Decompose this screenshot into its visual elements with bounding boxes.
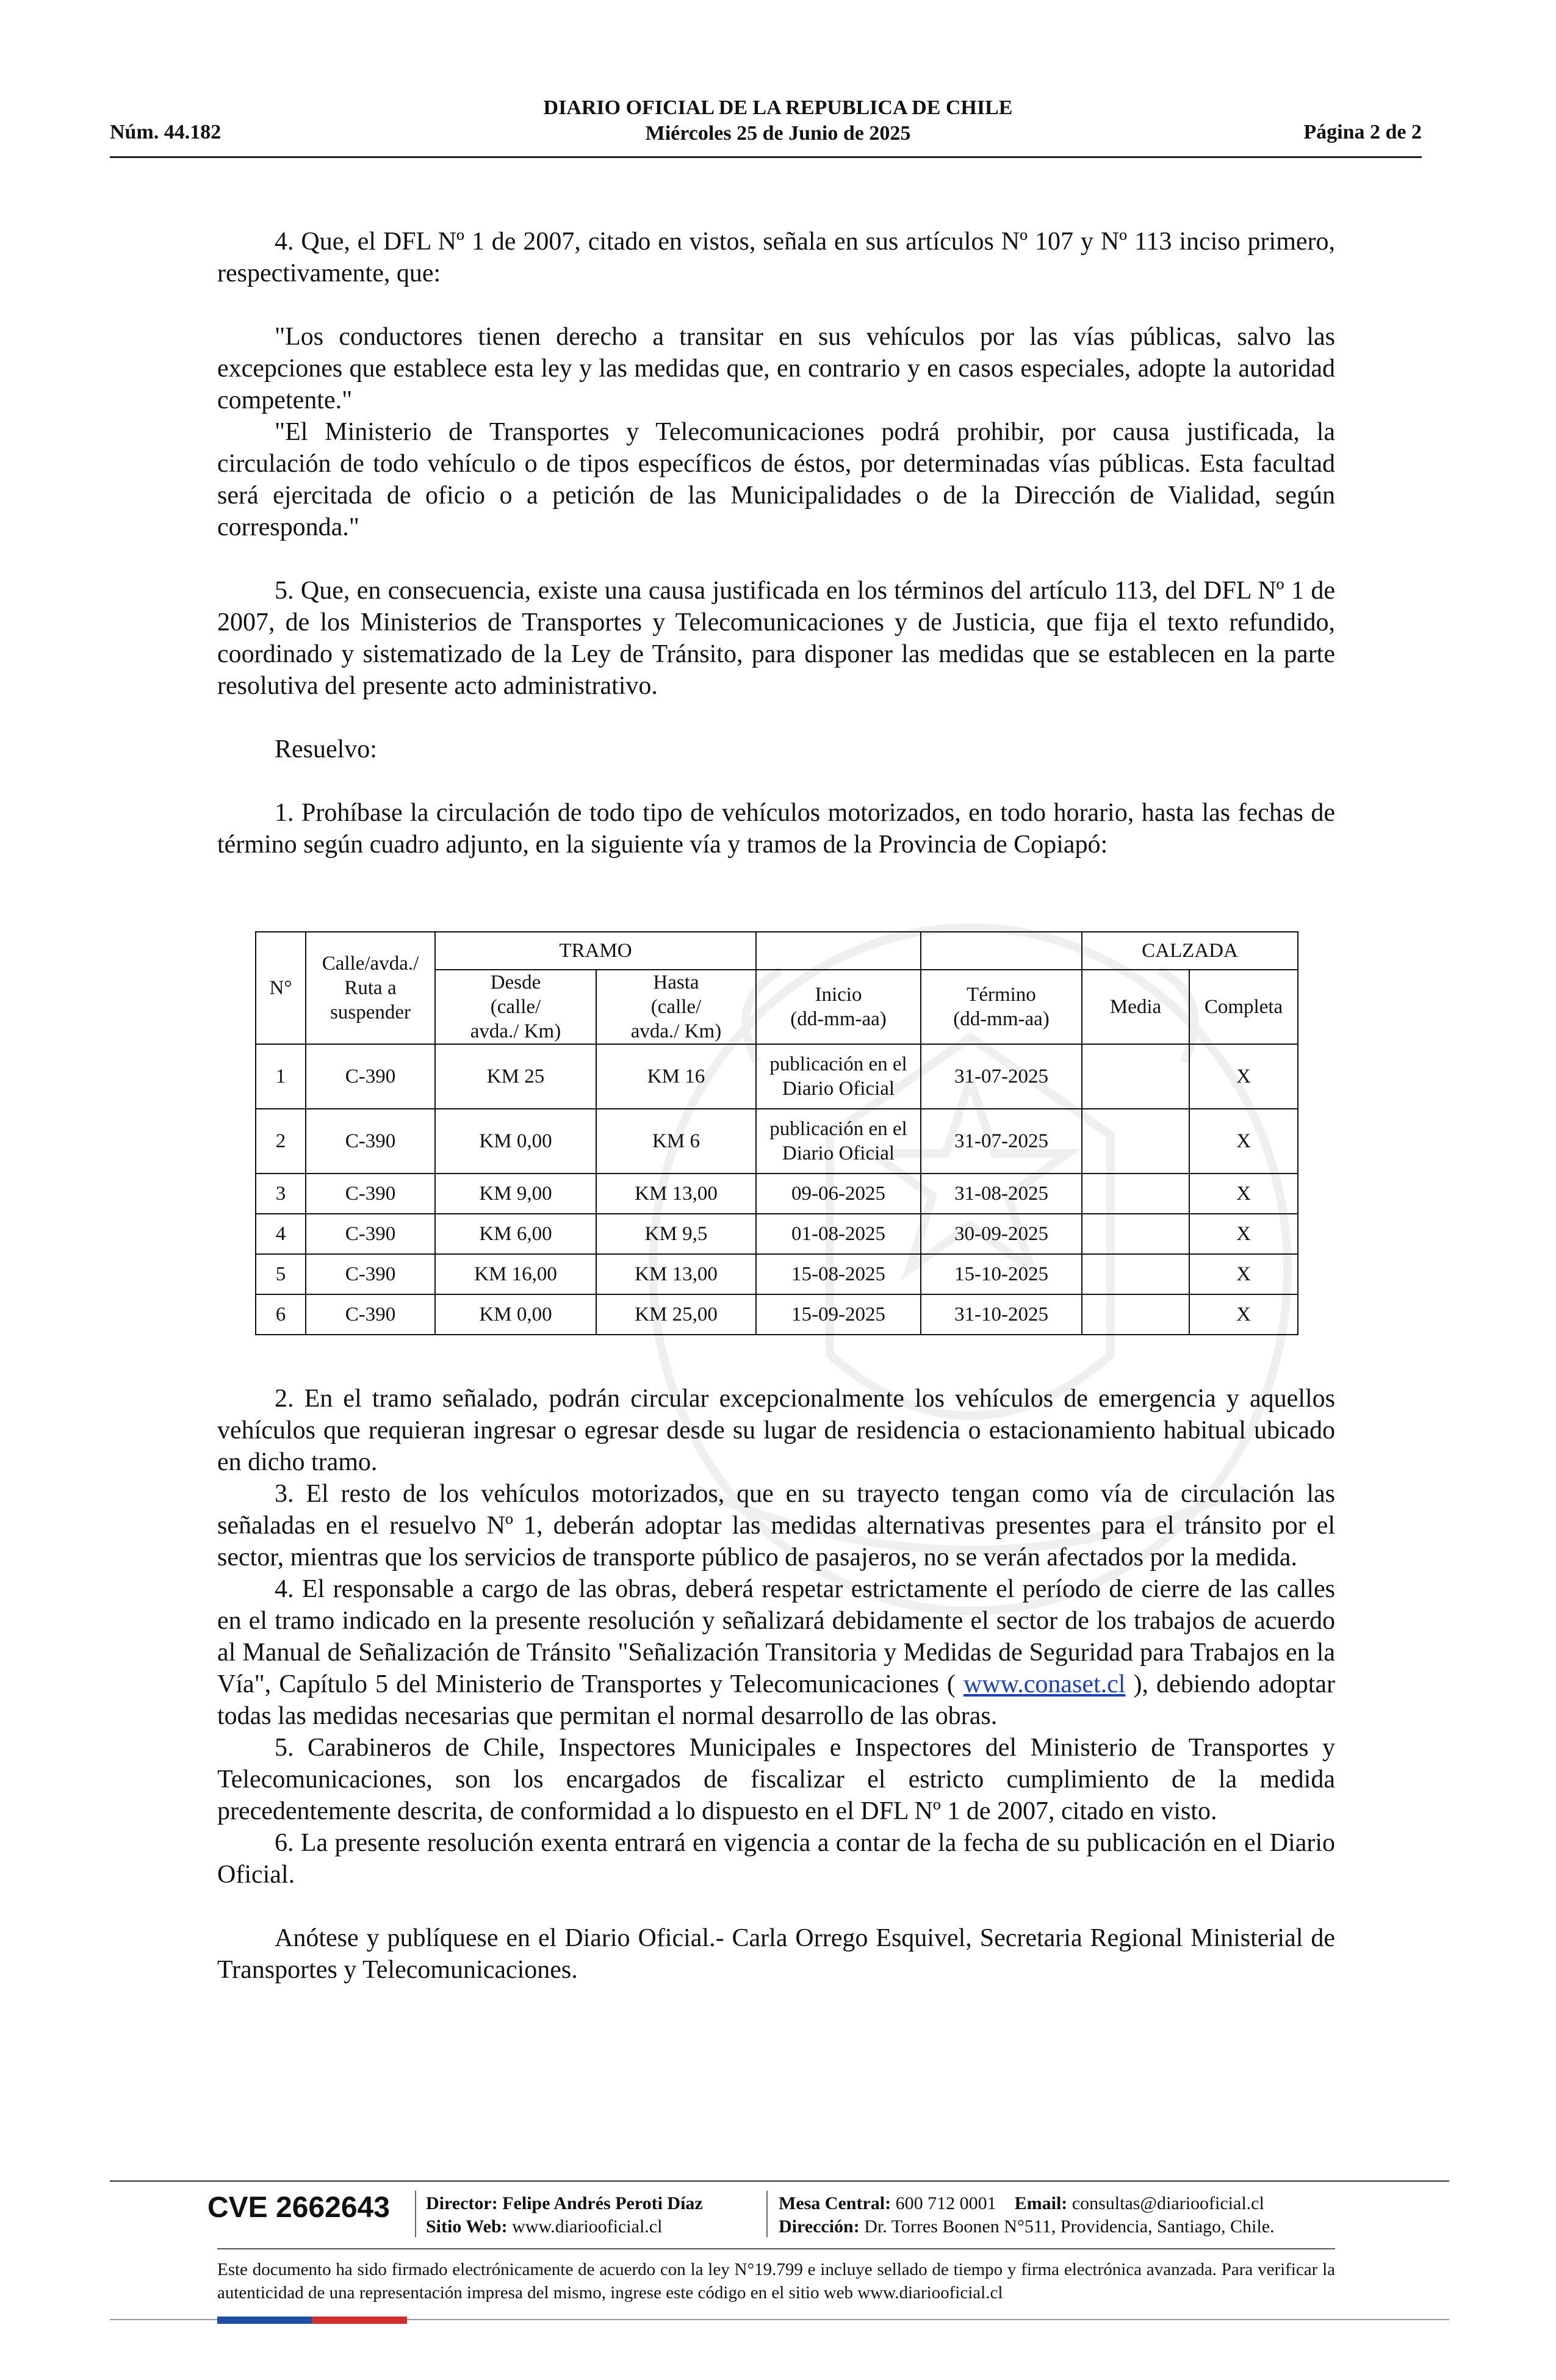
signature-notice: Este documento ha sido firmado electrónicamente de acuerdo con la ley N°19.799 e incluye sellado de tiempo y firma electrónica avanzada. Para verificar la autenticidad de una representación impresa del mismo, ingrese este código en el sitio web www.diariooficial.cl bbox=[217, 2260, 1335, 2302]
header-inicio-line1: Inicio bbox=[815, 984, 862, 1006]
cell-inicio bbox=[756, 1044, 921, 1109]
cell-media bbox=[1082, 1044, 1189, 1109]
cell-media bbox=[1082, 1214, 1189, 1254]
header-completa: Completa bbox=[1189, 970, 1298, 1044]
resuelvo-heading: Resuelvo: bbox=[275, 735, 377, 763]
paragraph-quote-107: "Los conductores tienen derecho a transitar en sus vehículos por las vías públicas, salvo las excepciones que establece esta ley y las medidas que, en contrario y en casos especiales, adopte la autoridad competente." bbox=[217, 323, 1335, 414]
paragraph-resuelvo-5: 5. Carabineros de Chile, Inspectores Municipales e Inspectores del Ministerio de Transportes y Telecomunicaciones, son los encargados de fiscalizar el estricto cumplimiento de la medida precedentemente descrita, de conformidad a lo dispuesto en el DFL Nº 1 de 2007, citado en visto. bbox=[217, 1734, 1335, 1825]
paragraph-resuelvo-2: 2. En el tramo señalado, podrán circular excepcionalmente los vehículos de emergencia y aquellos vehículos que requieran ingresar o egresar desde su lugar de residencia o estacionamiento habitual ubicado en dicho tramo. bbox=[217, 1385, 1335, 1476]
header-inicio bbox=[756, 970, 921, 1044]
cell-completa: X bbox=[1189, 1109, 1298, 1174]
header-inicio-line2: (dd-mm-aa) bbox=[790, 1008, 887, 1030]
header-tramo: TRAMO bbox=[435, 932, 756, 970]
header-calle-line2: Ruta a bbox=[344, 977, 397, 999]
cell-desde: KM 0,00 bbox=[435, 1294, 596, 1335]
footer-contact-block bbox=[779, 2192, 1275, 2238]
cell-desde: KM 16,00 bbox=[435, 1254, 596, 1294]
cell-media bbox=[1082, 1294, 1189, 1335]
cell-calle: C-390 bbox=[306, 1294, 435, 1335]
sitio-value[interactable]: www.diariooficial.cl bbox=[512, 2216, 663, 2237]
header-divider bbox=[110, 156, 1422, 158]
cell-termino: 31-07-2025 bbox=[921, 1109, 1082, 1174]
cell-termino: 30-09-2025 bbox=[921, 1214, 1082, 1254]
email-value[interactable]: consultas@diariooficial.cl bbox=[1072, 2193, 1264, 2213]
paragraph-signature: Anótese y publíquese en el Diario Oficial.- Carla Orrego Esquivel, Secretaria Regional Ministerial de Transportes y Telecomunicaciones. bbox=[217, 1924, 1335, 1984]
header-termino-line2: (dd-mm-aa) bbox=[953, 1008, 1050, 1030]
cell-desde: KM 6,00 bbox=[435, 1214, 596, 1254]
cell-calle: C-390 bbox=[306, 1174, 435, 1214]
cell-inicio-line2: Diario Oficial bbox=[782, 1142, 895, 1164]
body-section-2 bbox=[217, 1383, 1335, 1986]
cell-inicio-line2: Diario Oficial bbox=[782, 1078, 895, 1100]
cell-calle: C-390 bbox=[306, 1254, 435, 1294]
cell-completa: X bbox=[1189, 1214, 1298, 1254]
paragraph-resuelvo-4-text-a: 4. El responsable a cargo de las obras, deberá respetar estrictamente el período de cierre de las calles en el tramo indicado en la presente resolución y señalizará debidamente el sector de los trabajos de acuerdo al Manual de Señalización de Tránsito "Señalización Transitoria y Medidas de Seguridad para Trabajos en la Vía", Capítulo 5 del Ministerio de Transportes y Telecomunicaciones ( bbox=[217, 1575, 1335, 1698]
issue-date: Miércoles 25 de Junio de 2025 bbox=[645, 122, 911, 145]
header-calle bbox=[306, 932, 435, 1044]
header-hasta-line1: Hasta bbox=[653, 972, 699, 993]
cell-calle: C-390 bbox=[306, 1109, 435, 1174]
header-desde bbox=[435, 970, 596, 1044]
cell-inicio bbox=[756, 1109, 921, 1174]
cell-termino: 31-10-2025 bbox=[921, 1294, 1082, 1335]
conaset-link[interactable]: www.conaset.cl bbox=[963, 1670, 1126, 1698]
cell-media bbox=[1082, 1174, 1189, 1214]
header-hasta bbox=[596, 970, 756, 1044]
header-desde-line2: (calle/ bbox=[490, 996, 541, 1018]
header-termino bbox=[921, 970, 1082, 1044]
cell-hasta: KM 25,00 bbox=[596, 1294, 756, 1335]
mesa-label: Mesa Central: bbox=[779, 2193, 891, 2213]
paragraph-resuelvo-4-text-b: ), debiendo adoptar todas las medidas necesarias que permitan el normal desarrollo de las obras. bbox=[217, 1670, 1335, 1730]
cell-termino: 31-08-2025 bbox=[921, 1174, 1082, 1214]
cell-hasta: KM 6 bbox=[596, 1109, 756, 1174]
footer-divider-top bbox=[110, 2180, 1449, 2182]
cell-termino: 31-07-2025 bbox=[921, 1044, 1082, 1109]
cell-inicio-line1: publicación en el bbox=[769, 1118, 907, 1140]
paragraph-quote-113: "El Ministerio de Transportes y Telecomunicaciones podrá prohibir, por causa justificada, la circulación de todo vehículo o de tipos específicos de éstos, por determinadas vías públicas. Esta facultad será ejercitada de oficio o a petición de las Municipalidades o de la Dirección de Vialidad, según corresponda." bbox=[217, 418, 1335, 541]
email-label: Email: bbox=[1014, 2193, 1068, 2213]
page-indicator: Página 2 de 2 bbox=[1303, 121, 1422, 143]
cell-num: 5 bbox=[256, 1254, 306, 1294]
direccion-value: Dr. Torres Boonen N°511, Providencia, Santiago, Chile. bbox=[864, 2216, 1275, 2237]
footer-divider-mid bbox=[217, 2248, 1335, 2249]
director-label: Director: Felipe Andrés Peroti Díaz bbox=[426, 2193, 703, 2213]
cell-inicio: 09-06-2025 bbox=[756, 1174, 921, 1214]
paragraph-resuelvo-4 bbox=[217, 1573, 1335, 1732]
cell-calle: C-390 bbox=[306, 1214, 435, 1254]
mesa-value: 600 712 0001 bbox=[895, 2193, 996, 2213]
header-media: Media bbox=[1082, 970, 1189, 1044]
cell-desde: KM 25 bbox=[435, 1044, 596, 1109]
header-calle-line1: Calle/avda./ bbox=[322, 953, 419, 975]
header-termino-line1: Término bbox=[967, 984, 1036, 1006]
cell-num: 6 bbox=[256, 1294, 306, 1335]
table-row bbox=[256, 1174, 1298, 1214]
footer-separator bbox=[415, 2191, 416, 2237]
sitio-label: Sitio Web: bbox=[426, 2216, 508, 2237]
cell-media bbox=[1082, 1254, 1189, 1294]
cell-hasta: KM 9,5 bbox=[596, 1214, 756, 1254]
header-blank-inicio bbox=[756, 932, 921, 970]
paragraph-considerando-4: 4. Que, el DFL Nº 1 de 2007, citado en vistos, señala en sus artículos Nº 107 y Nº 113 inciso primero, respectivamente, que: bbox=[217, 228, 1335, 287]
table-row bbox=[256, 1294, 1298, 1335]
cell-num: 1 bbox=[256, 1044, 306, 1109]
road-closure-table bbox=[255, 931, 1298, 1335]
header-num: N° bbox=[256, 932, 306, 1044]
flag-stripe-red bbox=[312, 2317, 407, 2324]
cell-num: 2 bbox=[256, 1109, 306, 1174]
cell-hasta: KM 13,00 bbox=[596, 1254, 756, 1294]
paragraph-resuelvo-6: 6. La presente resolución exenta entrará en vigencia a contar de la fecha de su publicación en el Diario Oficial. bbox=[217, 1829, 1335, 1889]
cell-completa: X bbox=[1189, 1174, 1298, 1214]
table-row bbox=[256, 1109, 1298, 1174]
cve-code: CVE 2662643 bbox=[207, 2191, 390, 2224]
paragraph-considerando-5: 5. Que, en consecuencia, existe una causa justificada en los términos del artículo 113, del DFL Nº 1 de 2007, de los Ministerios de Transportes y Telecomunicaciones y de Justicia, que fija el texto refundido, coordinado y sistematizado de la Ley de Tránsito, para disponer las medidas que se establecen en la parte resolutiva del presente acto administrativo. bbox=[217, 577, 1335, 700]
table-row bbox=[256, 1254, 1298, 1294]
header-calle-line3: suspender bbox=[330, 1001, 411, 1023]
footer-separator bbox=[766, 2191, 768, 2237]
cell-desde: KM 0,00 bbox=[435, 1109, 596, 1174]
cell-inicio-line1: publicación en el bbox=[769, 1053, 907, 1075]
header-hasta-line2: (calle/ bbox=[650, 996, 702, 1018]
cell-completa: X bbox=[1189, 1294, 1298, 1335]
cell-hasta: KM 16 bbox=[596, 1044, 756, 1109]
cell-inicio: 15-08-2025 bbox=[756, 1254, 921, 1294]
body-section-1 bbox=[217, 226, 1335, 860]
cell-hasta: KM 13,00 bbox=[596, 1174, 756, 1214]
cell-inicio: 01-08-2025 bbox=[756, 1214, 921, 1254]
header-desde-line3: avda./ Km) bbox=[470, 1020, 561, 1042]
cell-termino: 15-10-2025 bbox=[921, 1254, 1082, 1294]
header-hasta-line3: avda./ Km) bbox=[630, 1020, 722, 1042]
cell-num: 3 bbox=[256, 1174, 306, 1214]
paragraph-resuelvo-1: 1. Prohíbase la circulación de todo tipo de vehículos motorizados, en todo horario, hasta las fechas de término según cuadro adjunto, en la siguiente vía y tramos de la Provincia de Copiapó: bbox=[217, 799, 1335, 859]
header-desde-line1: Desde bbox=[490, 972, 541, 993]
paragraph-resuelvo-3: 3. El resto de los vehículos motorizados, que en su trayecto tengan como vía de circulación las señaladas en el resuelvo Nº 1, deberán adoptar las medidas alternativas presentes para el tránsito por el sector, mientras que los servicios de transporte público de pasajeros, no se verán afectados por la medida. bbox=[217, 1480, 1335, 1571]
issue-number: Núm. 44.182 bbox=[110, 121, 222, 143]
header-calzada: CALZADA bbox=[1082, 932, 1298, 970]
cell-calle: C-390 bbox=[306, 1044, 435, 1109]
cell-media bbox=[1082, 1109, 1189, 1174]
cell-num: 4 bbox=[256, 1214, 306, 1254]
header-blank-termino bbox=[921, 932, 1082, 970]
table-row bbox=[256, 1044, 1298, 1109]
newspaper-title: DIARIO OFICIAL DE LA REPUBLICA DE CHILE bbox=[543, 96, 1013, 119]
table-header-row bbox=[256, 932, 1298, 970]
direccion-label: Dirección: bbox=[779, 2216, 860, 2237]
footer-director-block bbox=[426, 2192, 703, 2238]
table-row bbox=[256, 1214, 1298, 1254]
flag-stripe-blue bbox=[217, 2317, 312, 2324]
cell-completa: X bbox=[1189, 1254, 1298, 1294]
cell-completa: X bbox=[1189, 1044, 1298, 1109]
cell-inicio: 15-09-2025 bbox=[756, 1294, 921, 1335]
cell-desde: KM 9,00 bbox=[435, 1174, 596, 1214]
